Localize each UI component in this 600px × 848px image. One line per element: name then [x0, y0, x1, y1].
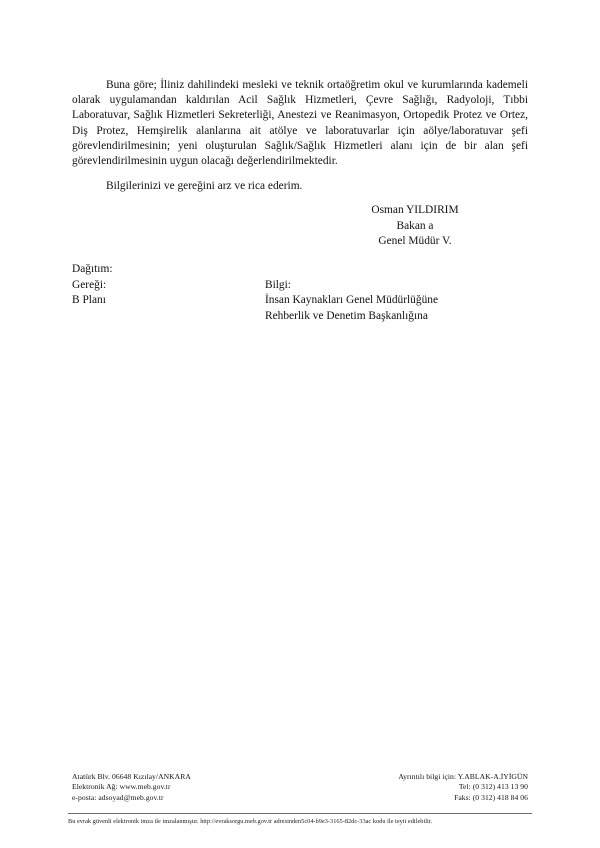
footer-divider [68, 813, 532, 814]
footer-website: Elektronik Ağ: www.meb.gov.tr [72, 782, 171, 792]
distribution-geregi-label: Gereği: [72, 278, 107, 291]
closing-paragraph: Bilgilerinizi ve gereğini arz ve rica ederim. [106, 180, 303, 193]
distribution-column-bilgi [265, 278, 525, 325]
footer-address: Atatürk Blv. 06648 Kızılay/ANKARA [72, 772, 191, 781]
footer-fax: Faks: (0 312) 418 84 06 [454, 792, 528, 802]
footer-contact-person: Ayrıntılı bilgi için: Y.ABLAK-A.İYİGÜN [398, 772, 528, 781]
distribution-bilgi-label: Bilgi: [265, 278, 291, 291]
document-body [72, 78, 528, 194]
footer-email: e-posta: adsoyad@meb.gov.tr [72, 792, 164, 802]
signature-block [72, 203, 528, 250]
signatory-title-line-2: Genel Müdür V. [378, 235, 452, 248]
signatory-name: Osman YILDIRIM [371, 204, 459, 216]
footer-contact-column [398, 772, 528, 803]
distribution-bilgi-item: İnsan Kaynakları Genel Müdürlüğüne [265, 294, 439, 307]
distribution-geregi-item: B Planı [72, 294, 106, 307]
distribution-column-geregi [72, 278, 252, 309]
distribution-heading: Dağıtım: [72, 263, 113, 275]
distribution-section [72, 262, 528, 322]
body-paragraph: Buna göre; İliniz dahilindeki mesleki ve teknik ortaöğretim okul ve kurumlarında kademeli olarak uygulamandan kaldırılan Acil Sağlık Hizmetleri, Çevre Sağlığı, Radyoloji, Tıbbi Laboratuvar, Sağlık Hizmetleri Sekreterliği, Anestezi ve Reanimasyon, Ortopedik Protez ve Ortez, Diş Protez, Hemşirelik alanlarına ait atölye ve laboratuvarlar için aölye/laboratuvar şefi görevlendirilmesinin; yeni oluşturulan Sağlık/Sağlık Hizmetleri alanı için de bir alan şefi görevlendirilmesinin uygun olacağı değerlendirilmektedir. [72, 79, 528, 168]
distribution-bilgi-item: Rehberlik ve Denetim Başkanlığına [265, 309, 428, 322]
signature-inner [371, 203, 458, 250]
footer-telephone: Tel: (0 312) 413 13 90 [458, 782, 528, 792]
signatory-title-line-1: Bakan a [396, 219, 434, 232]
electronic-signature-verification-text: Bu evrak güvenli elektronik imza ile imzalanmıştır. http://evraksorgu.meb.gov.tr adresinden5c04-b9e3-3165-82dc-33ac kodu ile teyit edilebilir. [68, 818, 433, 825]
footer-address-column [72, 772, 191, 803]
